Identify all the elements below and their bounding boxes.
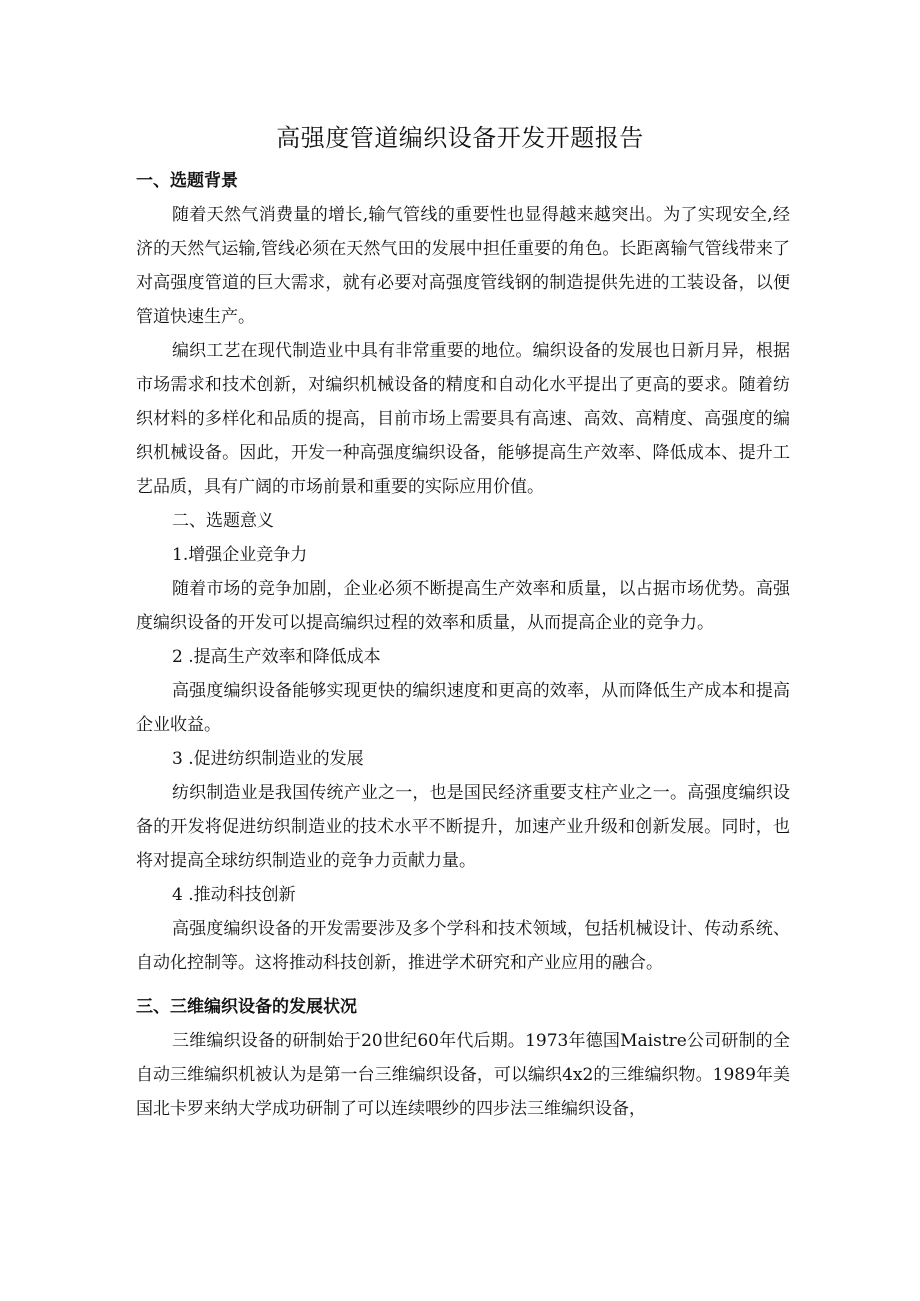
item-label-2: 2 .提高生产效率和降低成本 <box>172 647 381 667</box>
item-label-1: 1.增强企业竞争力 <box>172 545 308 565</box>
item-label-4: 4 .推动科技创新 <box>172 885 296 905</box>
document-title: 高强度管道编织设备开发开题报告 <box>276 124 644 152</box>
item-text-2: 高强度编织设备能够实现更快的编织速度和更高的效率，从而降低生产成本和提高企业收益。 <box>136 681 790 735</box>
item-label-3: 3 .促进纺织制造业的发展 <box>172 749 364 769</box>
item-text-1: 随着市场的竞争加剧，企业必须不断提高生产效率和质量，以占据市场优势。高强度编织设备的开发可以提高编织过程的效率和质量，从而提高企业的竞争力。 <box>136 579 790 633</box>
section-heading-background: 一、选题背景 <box>136 171 238 191</box>
section-heading-development: 三、三维编织设备的发展状况 <box>136 997 357 1017</box>
paragraph-background-2: 编织工艺在现代制造业中具有非常重要的地位。编织设备的发展也日新月异，根据市场需求和技术创新，对编织机械设备的精度和自动化水平提出了更高的要求。随着纺织材料的多样化和品质的提高，目前市场上需要具有高速、高效、高精度、高强度的编织机械设备。因此，开发一种高强度编织设备，能够提高生产效率、降低成本、提升工艺品质，具有广阔的市场前景和重要的实际应用价值。 <box>136 341 790 497</box>
item-text-3: 纺织制造业是我国传统产业之一，也是国民经济重要支柱产业之一。高强度编织设备的开发将促进纺织制造业的技术水平不断提升，加速产业升级和创新发展。同时，也将对提高全球纺织制造业的竞争力贡献力量。 <box>136 783 790 871</box>
section-heading-significance: 二、选题意义 <box>172 511 274 531</box>
item-text-4: 高强度编织设备的开发需要涉及多个学科和技术领域，包括机械设计、传动系统、自动化控制等。这将推动科技创新，推进学术研究和产业应用的融合。 <box>136 919 790 973</box>
paragraph-development-1: 三维编织设备的研制始于20世纪60年代后期。1973年德国Maistre公司研制的全自动三维编织机被认为是第一台三维编织设备，可以编织4x2的三维编织物。1989年美国北卡罗来纳大学成功研制了可以连续喂纱的四步法三维编织设备， <box>136 1031 790 1119</box>
paragraph-background-1: 随着天然气消费量的增长,输气管线的重要性也显得越来越突出。为了实现安全,经济的天然气运输,管线必须在天然气田的发展中担任重要的角色。长距离输气管线带来了对高强度管道的巨大需求，就有必要对高强度管线钢的制造提供先进的工装设备，以便管道快速生产。 <box>136 205 790 327</box>
document-body <box>136 164 790 1126</box>
